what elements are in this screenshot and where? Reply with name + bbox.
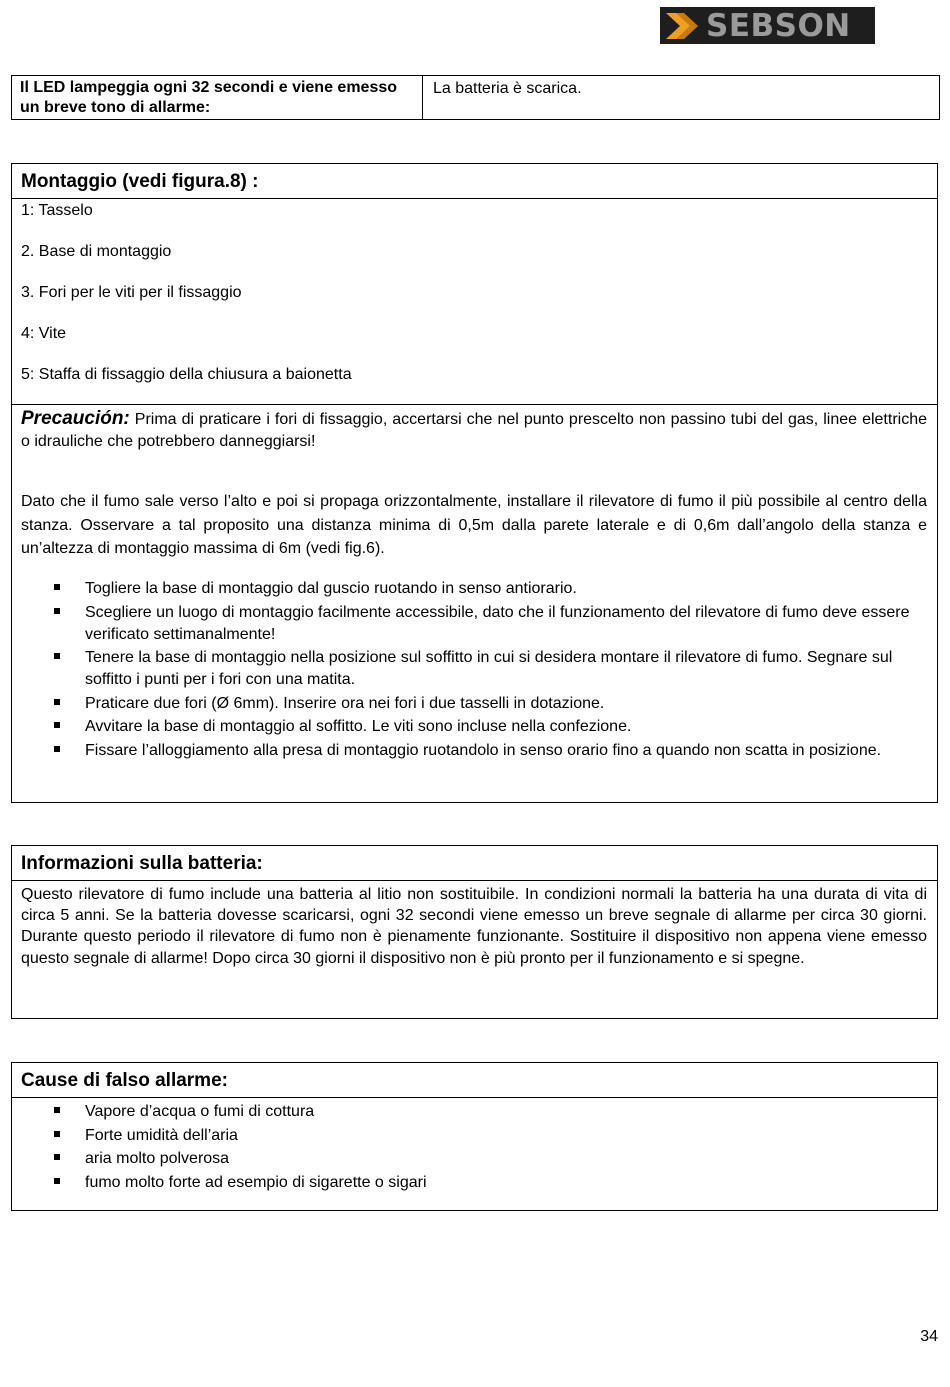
mounting-title: Montaggio (vedi figura.8) : — [12, 164, 937, 199]
mounting-section — [11, 163, 938, 803]
step-text: Fissare l’alloggiamento alla presa di montaggio ruotandolo in senso orario fino a quando non scatta in posizione. — [85, 741, 882, 759]
list-item — [12, 1148, 937, 1170]
precaution-note — [12, 404, 937, 453]
bullet-icon — [54, 699, 60, 705]
part-item: 5: Staffa di fissaggio della chiusura a baionetta — [21, 366, 352, 383]
list-item — [12, 1101, 937, 1123]
bullet-icon — [54, 1107, 60, 1113]
battery-info-section — [11, 845, 938, 1019]
cause-text: aria molto polverosa — [85, 1150, 230, 1167]
step-text: Tenere la base di montaggio nella posizione sul soffitto in cui si desidera montare il rilevatore di fumo. Segnare sul soffitto i punti per i fori con una matita. — [85, 649, 893, 688]
bullet-icon — [54, 584, 60, 590]
bullet-icon — [54, 746, 60, 752]
part-item: 2. Base di montaggio — [21, 243, 172, 260]
led-status-table — [11, 75, 940, 120]
list-item — [12, 693, 927, 715]
mounting-steps — [12, 578, 927, 763]
list-item — [12, 578, 927, 600]
battery-title: Informazioni sulla batteria: — [12, 846, 937, 881]
step-text: Avvitare la base di montaggio al soffitto. Le viti sono incluse nella confezione. — [85, 718, 632, 735]
chevron-arrow-icon — [664, 11, 704, 41]
precaution-label: Precaución: — [21, 408, 130, 429]
list-item — [12, 740, 927, 762]
bullet-icon — [54, 1154, 60, 1160]
logo-text: SEBSON — [706, 8, 851, 44]
part-item: 4: Vite — [21, 325, 67, 342]
bullet-icon — [54, 1131, 60, 1137]
led-meaning-cell: La batteria è scarica. — [433, 80, 582, 97]
bullet-icon — [54, 653, 60, 659]
sebson-logo — [660, 7, 875, 44]
cause-text: fumo molto forte ad esempio di sigarette o sigari — [85, 1173, 427, 1191]
cause-text: Forte umidità dell’aria — [85, 1126, 238, 1144]
step-text: Togliere la base di montaggio dal guscio ruotando in senso antiorario. — [85, 580, 577, 597]
page-number: 34 — [920, 1328, 938, 1345]
list-item — [12, 602, 927, 646]
part-item: 1: Tasselo — [21, 202, 93, 219]
bullet-icon — [54, 608, 60, 614]
bullet-icon — [54, 1178, 60, 1184]
cause-text: Vapore d’acqua o fumi di cottura — [85, 1103, 315, 1120]
precaution-text: Prima di praticare i fori di fissaggio, accertarsi che nel punto prescelto non passino tubi del gas, linee elettriche o idrauliche che potrebbero danneggiarsi! — [21, 411, 927, 450]
list-item — [12, 716, 927, 738]
list-item — [12, 647, 927, 691]
part-item: 3. Fori per le viti per il fissaggio — [21, 284, 242, 301]
false-alarm-title: Cause di falso allarme: — [12, 1063, 937, 1098]
led-condition-cell: Il LED lampeggia ogni 32 secondi e viene emesso un breve tono di allarme: — [12, 76, 423, 119]
false-alarm-list — [12, 1098, 937, 1194]
parts-list — [12, 199, 937, 385]
list-item — [12, 1172, 937, 1194]
bullet-icon — [54, 722, 60, 728]
battery-text: Questo rilevatore di fumo include una batteria al litio non sostituibile. In condizioni normali la batteria ha una durata di vita di circa 5 anni. Se la batteria dovesse scaricarsi, ogni 32 secondi viene emesso un breve segnale di allarme per circa 30 giorni. Durante questo periodo il rilevatore di fumo non è pienamente funzionante. Sostituire il dispositivo non appena viene emesso questo segnale di allarme! Dopo circa 30 giorni il dispositivo non è più pronto per il funzionamento e si spegne. — [21, 886, 927, 967]
step-text: Praticare due fori (Ø 6mm). Inserire ora nei fori i due tasselli in dotazione. — [85, 694, 605, 712]
false-alarm-section — [11, 1062, 938, 1211]
placement-paragraph: Dato che il fumo sale verso l’alto e poi si propaga orizzontalmente, installare il rilevatore di fumo il più possibile al centro della stanza. Osservare a tal proposito una distanza minima di 0,5m dalla parete laterale e di 0,6m dall’angolo della stanza e un’altezza di montaggio massima di 6m (vedi fig.6). — [21, 493, 927, 557]
list-item — [12, 1125, 937, 1147]
step-text: Scegliere un luogo di montaggio facilmente accessibile, dato che il funzionamento del rilevatore di fumo deve essere verificato settimanalmente! — [85, 603, 910, 643]
